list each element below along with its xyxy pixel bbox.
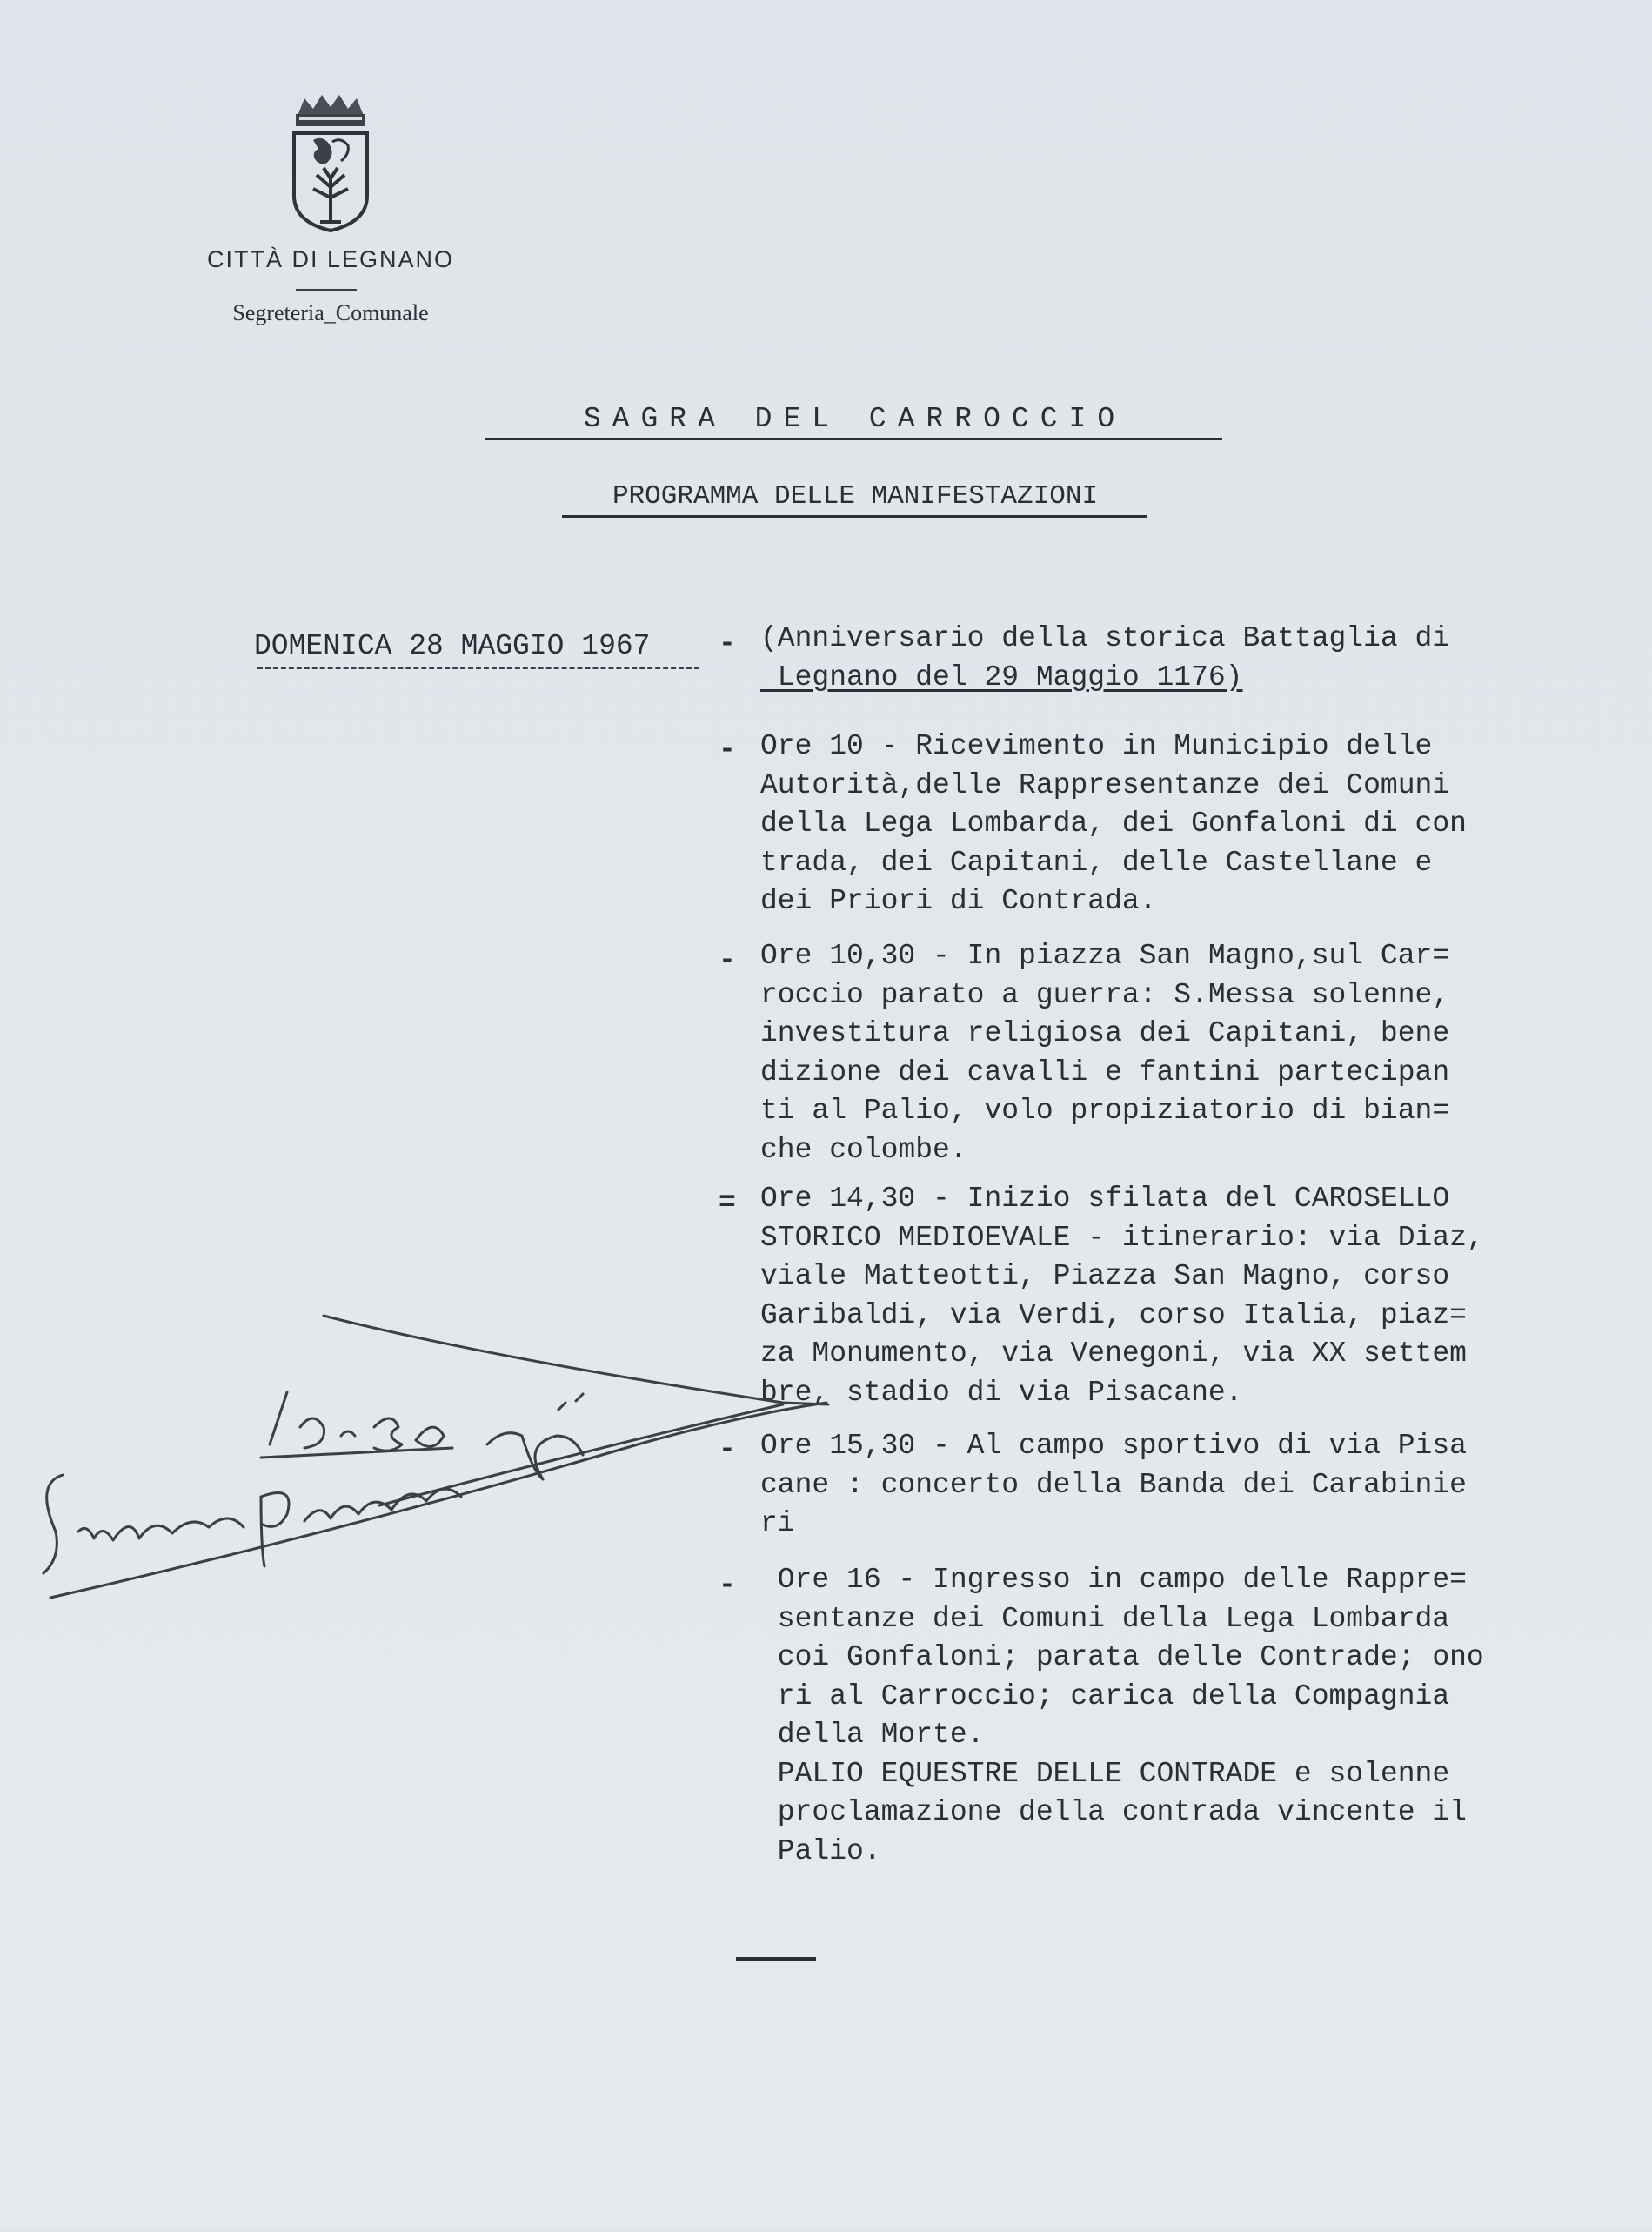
entry-dash: = <box>719 1187 736 1219</box>
entry-line: Autorità,delle Rappresentanze dei Comuni <box>760 768 1450 801</box>
intro-note <box>760 620 1595 697</box>
entry-line: viale Matteotti, Piazza San Magno, corso <box>760 1260 1450 1292</box>
entry-line: ri al Carroccio; carica della Compagnia <box>760 1679 1450 1713</box>
date-underline <box>257 667 699 669</box>
document-subtitle: PROGRAMMA DELLE MANIFESTAZIONI <box>612 481 1099 512</box>
entry-line: bre, stadio di via Pisacane. <box>760 1376 1243 1409</box>
entry-line: Ore 15,30 - Al campo sportivo di via Pisa <box>760 1430 1467 1462</box>
entry-line: investitura religiosa dei Capitani, bene <box>760 1017 1450 1049</box>
entry-dash: - <box>719 1433 736 1465</box>
subtitle-underline <box>562 515 1147 518</box>
entry-line: sentanze dei Comuni della Lega Lombarda <box>760 1602 1450 1635</box>
program-entry <box>760 1180 1595 1412</box>
entry-line: Ore 10 - Ricevimento in Municipio delle <box>760 730 1433 762</box>
entry-line: proclamazione della contrada vincente il <box>760 1796 1467 1828</box>
entry-line: dizione dei cavalli e fantini partecipan <box>760 1056 1450 1089</box>
end-mark <box>736 1957 816 1961</box>
entry-line: trada, dei Capitani, delle Castellane e <box>760 846 1433 879</box>
intro-line: (Anniversario della storica Battaglia di <box>760 622 1450 654</box>
entry-line: cane : concerto della Banda dei Carabinie <box>760 1468 1467 1501</box>
program-entry <box>760 937 1595 1170</box>
event-date: DOMENICA 28 MAGGIO 1967 <box>254 630 651 662</box>
program-entry <box>760 1427 1595 1544</box>
entry-line: dei Priori di Contrada. <box>760 885 1157 917</box>
entry-line: ti al Palio, volo propiziatorio di bian= <box>760 1095 1450 1127</box>
divider <box>296 289 357 291</box>
program-entry <box>760 727 1595 922</box>
program-entry <box>760 1561 1595 1871</box>
entry-dash: - <box>719 734 736 766</box>
entry-line: Garibaldi, via Verdi, corso Italia, piaz= <box>760 1298 1467 1331</box>
entry-dash: - <box>719 944 736 976</box>
title-underline <box>485 438 1222 440</box>
entry-line: za Monumento, via Venegoni, via XX settem <box>760 1337 1467 1370</box>
entry-line: ri <box>760 1507 795 1539</box>
entry-line: coi Gonfaloni; parata delle Contrade; ono <box>760 1641 1484 1673</box>
city-coat-of-arms-icon <box>287 91 374 235</box>
entry-line: Ore 14,30 - Inizio sfilata del CAROSELLO <box>760 1183 1450 1215</box>
document-title: SAGRA DEL CARROCCIO <box>583 403 1127 435</box>
entry-line: della Lega Lombarda, dei Gonfaloni di con <box>760 808 1467 840</box>
entry-line: che colombe. <box>760 1133 967 1166</box>
entry-line: Palio. <box>760 1834 881 1867</box>
entry-line: Ore 10,30 - In piazza San Magno,sul Car= <box>760 940 1450 972</box>
entry-line: della Morte. <box>760 1719 985 1751</box>
intro-dash: - <box>719 627 736 660</box>
entry-line: STORICO MEDIOEVALE - itinerario: via Diaz, <box>760 1221 1484 1254</box>
entry-line: Ore 16 - Ingresso in campo delle Rappre= <box>760 1564 1467 1596</box>
city-name: CITTÀ DI LEGNANO <box>206 246 455 272</box>
office-name: Segreteria_Comunale <box>232 300 429 325</box>
intro-line: Legnano del 29 Maggio 1176) <box>760 660 1243 694</box>
entry-line: PALIO EQUESTRE DELLE CONTRADE e solenne <box>760 1757 1450 1790</box>
entry-dash: - <box>719 1569 736 1601</box>
entry-line: roccio parato a guerra: S.Messa solenne, <box>760 978 1450 1011</box>
